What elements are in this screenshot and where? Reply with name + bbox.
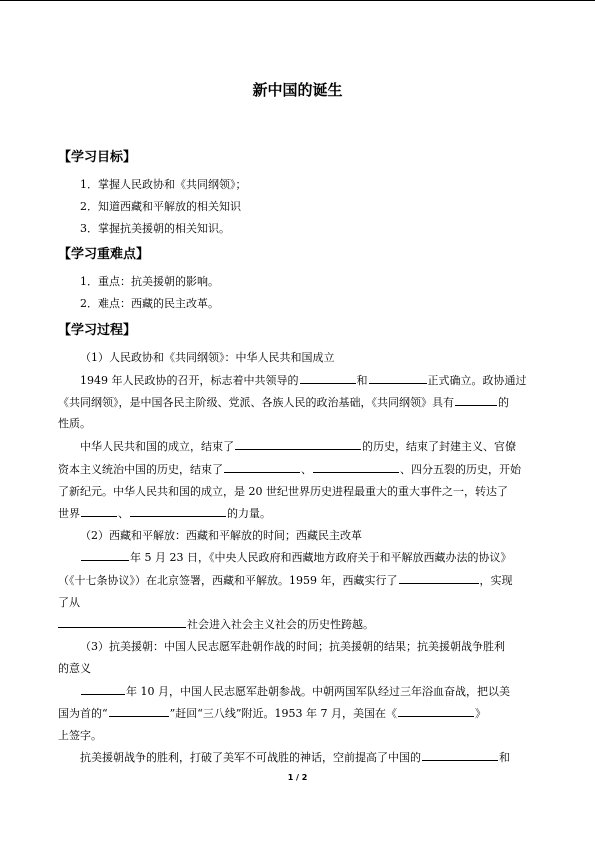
paragraph-line: 上签字。 bbox=[58, 729, 102, 742]
paragraph-line: 中华人民共和国的成立，结束了 的历史，结束了封建主义、官僚 bbox=[80, 440, 516, 453]
fill-blank[interactable] bbox=[81, 505, 117, 517]
paragraph-line: 性质。 bbox=[58, 417, 91, 430]
key-points-heading: 【学习重难点】 bbox=[58, 247, 150, 262]
fill-blank[interactable] bbox=[369, 372, 427, 384]
paragraph-line: 了新纪元。中华人民共和国的成立，是 20 世纪世界历史进程最重大的重大事件之一，转达了 bbox=[58, 485, 508, 498]
fill-blank[interactable] bbox=[300, 372, 356, 384]
top-rule bbox=[0, 0, 595, 1]
part2-title: （2）西藏和平解放：西藏和平解放的时间；西藏民主改革 bbox=[80, 529, 362, 542]
paragraph-line: 世界 、 的力量。 bbox=[58, 507, 271, 520]
fill-blank[interactable] bbox=[399, 572, 479, 584]
page-number: 1 / 2 bbox=[287, 773, 308, 782]
fill-blank[interactable] bbox=[235, 438, 361, 450]
paragraph-line: （《十七条协议》）在北京签署，西藏和平解放。1959 年，西藏实行了 ，实现 bbox=[58, 574, 513, 587]
goal-item: 1．掌握人民政协和《共同纲领》； bbox=[80, 178, 247, 191]
page-title: 新中国的诞生 bbox=[252, 81, 343, 99]
fill-blank[interactable] bbox=[58, 616, 186, 628]
paragraph-line: 年 10 月，中国人民志愿军赴朝参战。中朝两国军队经过三年浴血奋战，把以美 bbox=[80, 683, 510, 699]
fill-blank[interactable] bbox=[81, 549, 129, 561]
fill-blank[interactable] bbox=[422, 749, 498, 761]
fill-blank[interactable] bbox=[398, 705, 474, 717]
key-point-item: 1．重点：抗美援朝的影响。 bbox=[80, 275, 219, 288]
paragraph-line: 1949 年人民政协的召开，标志着中共领导的 和 正式确立。政协通过 bbox=[80, 374, 527, 387]
fill-blank[interactable] bbox=[224, 461, 300, 473]
part3-title-cont: 的意义 bbox=[58, 662, 91, 675]
fill-blank[interactable] bbox=[81, 683, 125, 695]
part1-title: （1）人民政协和《共同纲领》：中华人民共和国成立 bbox=[80, 351, 335, 364]
part3-title: （3）抗美援朝：中国人民志愿军赴朝作战的时间；抗美援朝的结果；抗美援朝战争胜利 bbox=[80, 640, 505, 653]
fill-blank[interactable] bbox=[313, 461, 399, 473]
fill-blank[interactable] bbox=[130, 505, 226, 517]
key-point-item: 2．难点：西藏的民主改革。 bbox=[80, 297, 219, 310]
paragraph-line: 了从 bbox=[58, 596, 80, 609]
goal-item: 3．掌握抗美援朝的相关知识。 bbox=[80, 222, 230, 235]
fill-blank[interactable] bbox=[109, 705, 169, 717]
paragraph-line: 国为首的“ ”赶回“三八线”附近。1953 年 7 月，美国在《 》 bbox=[58, 707, 486, 720]
paragraph-line: 资本主义统治中国的历史，结束了 、 、四分五裂的历史，开始 bbox=[58, 463, 521, 476]
paragraph-line: 社会进入社会主义社会的历史性跨越。 bbox=[58, 616, 374, 632]
paragraph-line: 抗美援朝战争的胜利，打破了美军不可战胜的神话，空前提高了中国的 和 bbox=[80, 751, 510, 764]
goal-item: 2．知道西藏和平解放的相关知识 bbox=[80, 200, 241, 213]
process-heading: 【学习过程】 bbox=[58, 323, 137, 338]
fill-blank[interactable] bbox=[455, 394, 497, 406]
paragraph-line: 年 5 月 23 日，《中央人民政府和西藏地方政府关于和平解放西藏办法的协议》 bbox=[80, 549, 511, 565]
paragraph-line: 《共同纲领》，是中国各民主阶级、党派、各族人民的政治基础，《共同纲领》具有 的 bbox=[58, 396, 509, 409]
goals-heading: 【学习目标】 bbox=[58, 150, 137, 165]
